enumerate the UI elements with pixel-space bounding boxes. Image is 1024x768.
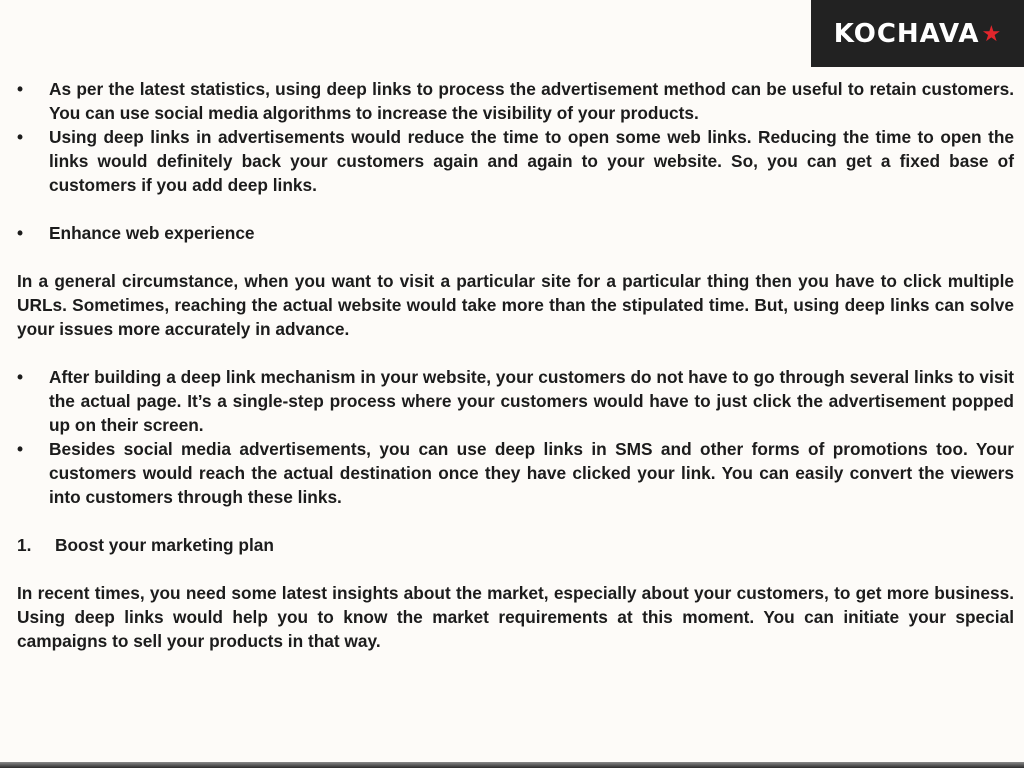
paragraph: In a general circumstance, when you want to visit a particular site for a particular thing then you have to click multiple URLs. Sometimes, reaching the actual website would take more than the stipulated time. But, using deep links can solve your issues more accurately in advance. (17, 271, 1014, 339)
bullet-dot-icon: • (17, 367, 24, 387)
heading-text: Boost your marketing plan (55, 535, 274, 555)
bullet-text: Using deep links in advertisements would reduce the time to open some web links. Reducing the time to open the links would definitely back your customers again and again to your website. So, you can get a fixed base of customers if you add deep links. (49, 127, 1014, 195)
bullet-item (17, 77, 1014, 125)
logo-text: KOCHAVA (833, 18, 980, 49)
bullet-item (17, 437, 1014, 509)
section-heading-bullet (17, 221, 1014, 245)
paragraph: In recent times, you need some latest insights about the market, especially about your customers, to get more business. Using deep links would help you to know the market requirements at this moment. You can initiate your special campaigns to sell your products in that way. (17, 583, 1014, 651)
bottom-divider (0, 762, 1024, 768)
heading-number: 1. (17, 535, 32, 555)
bullet-text: As per the latest statistics, using deep links to process the advertisement method can be useful to retain customers. You can use social media algorithms to increase the visibility of your products. (49, 79, 1014, 123)
bullet-item (17, 125, 1014, 197)
numbered-heading (17, 533, 1014, 557)
bullet-text: After building a deep link mechanism in your website, your customers do not have to go through several links to visit the actual page. It’s a single-step process where your customers would have to just click the advertisement popped up on their screen. (49, 367, 1014, 435)
bullet-item (17, 365, 1014, 437)
bullet-dot-icon: • (17, 223, 24, 243)
bullet-dot-icon: • (17, 127, 24, 147)
bullet-dot-icon: • (17, 79, 24, 99)
section-heading: Enhance web experience (49, 223, 255, 243)
bullet-dot-icon: • (17, 439, 24, 459)
kochava-logo (811, 0, 1024, 67)
star-icon: ★ (981, 20, 1002, 46)
slide-content (17, 77, 1014, 653)
bullet-text: Besides social media advertisements, you can use deep links in SMS and other forms of promotions too. Your customers would reach the actual destination once they have clicked your link. You can easily convert the viewers into customers through these links. (49, 439, 1014, 507)
